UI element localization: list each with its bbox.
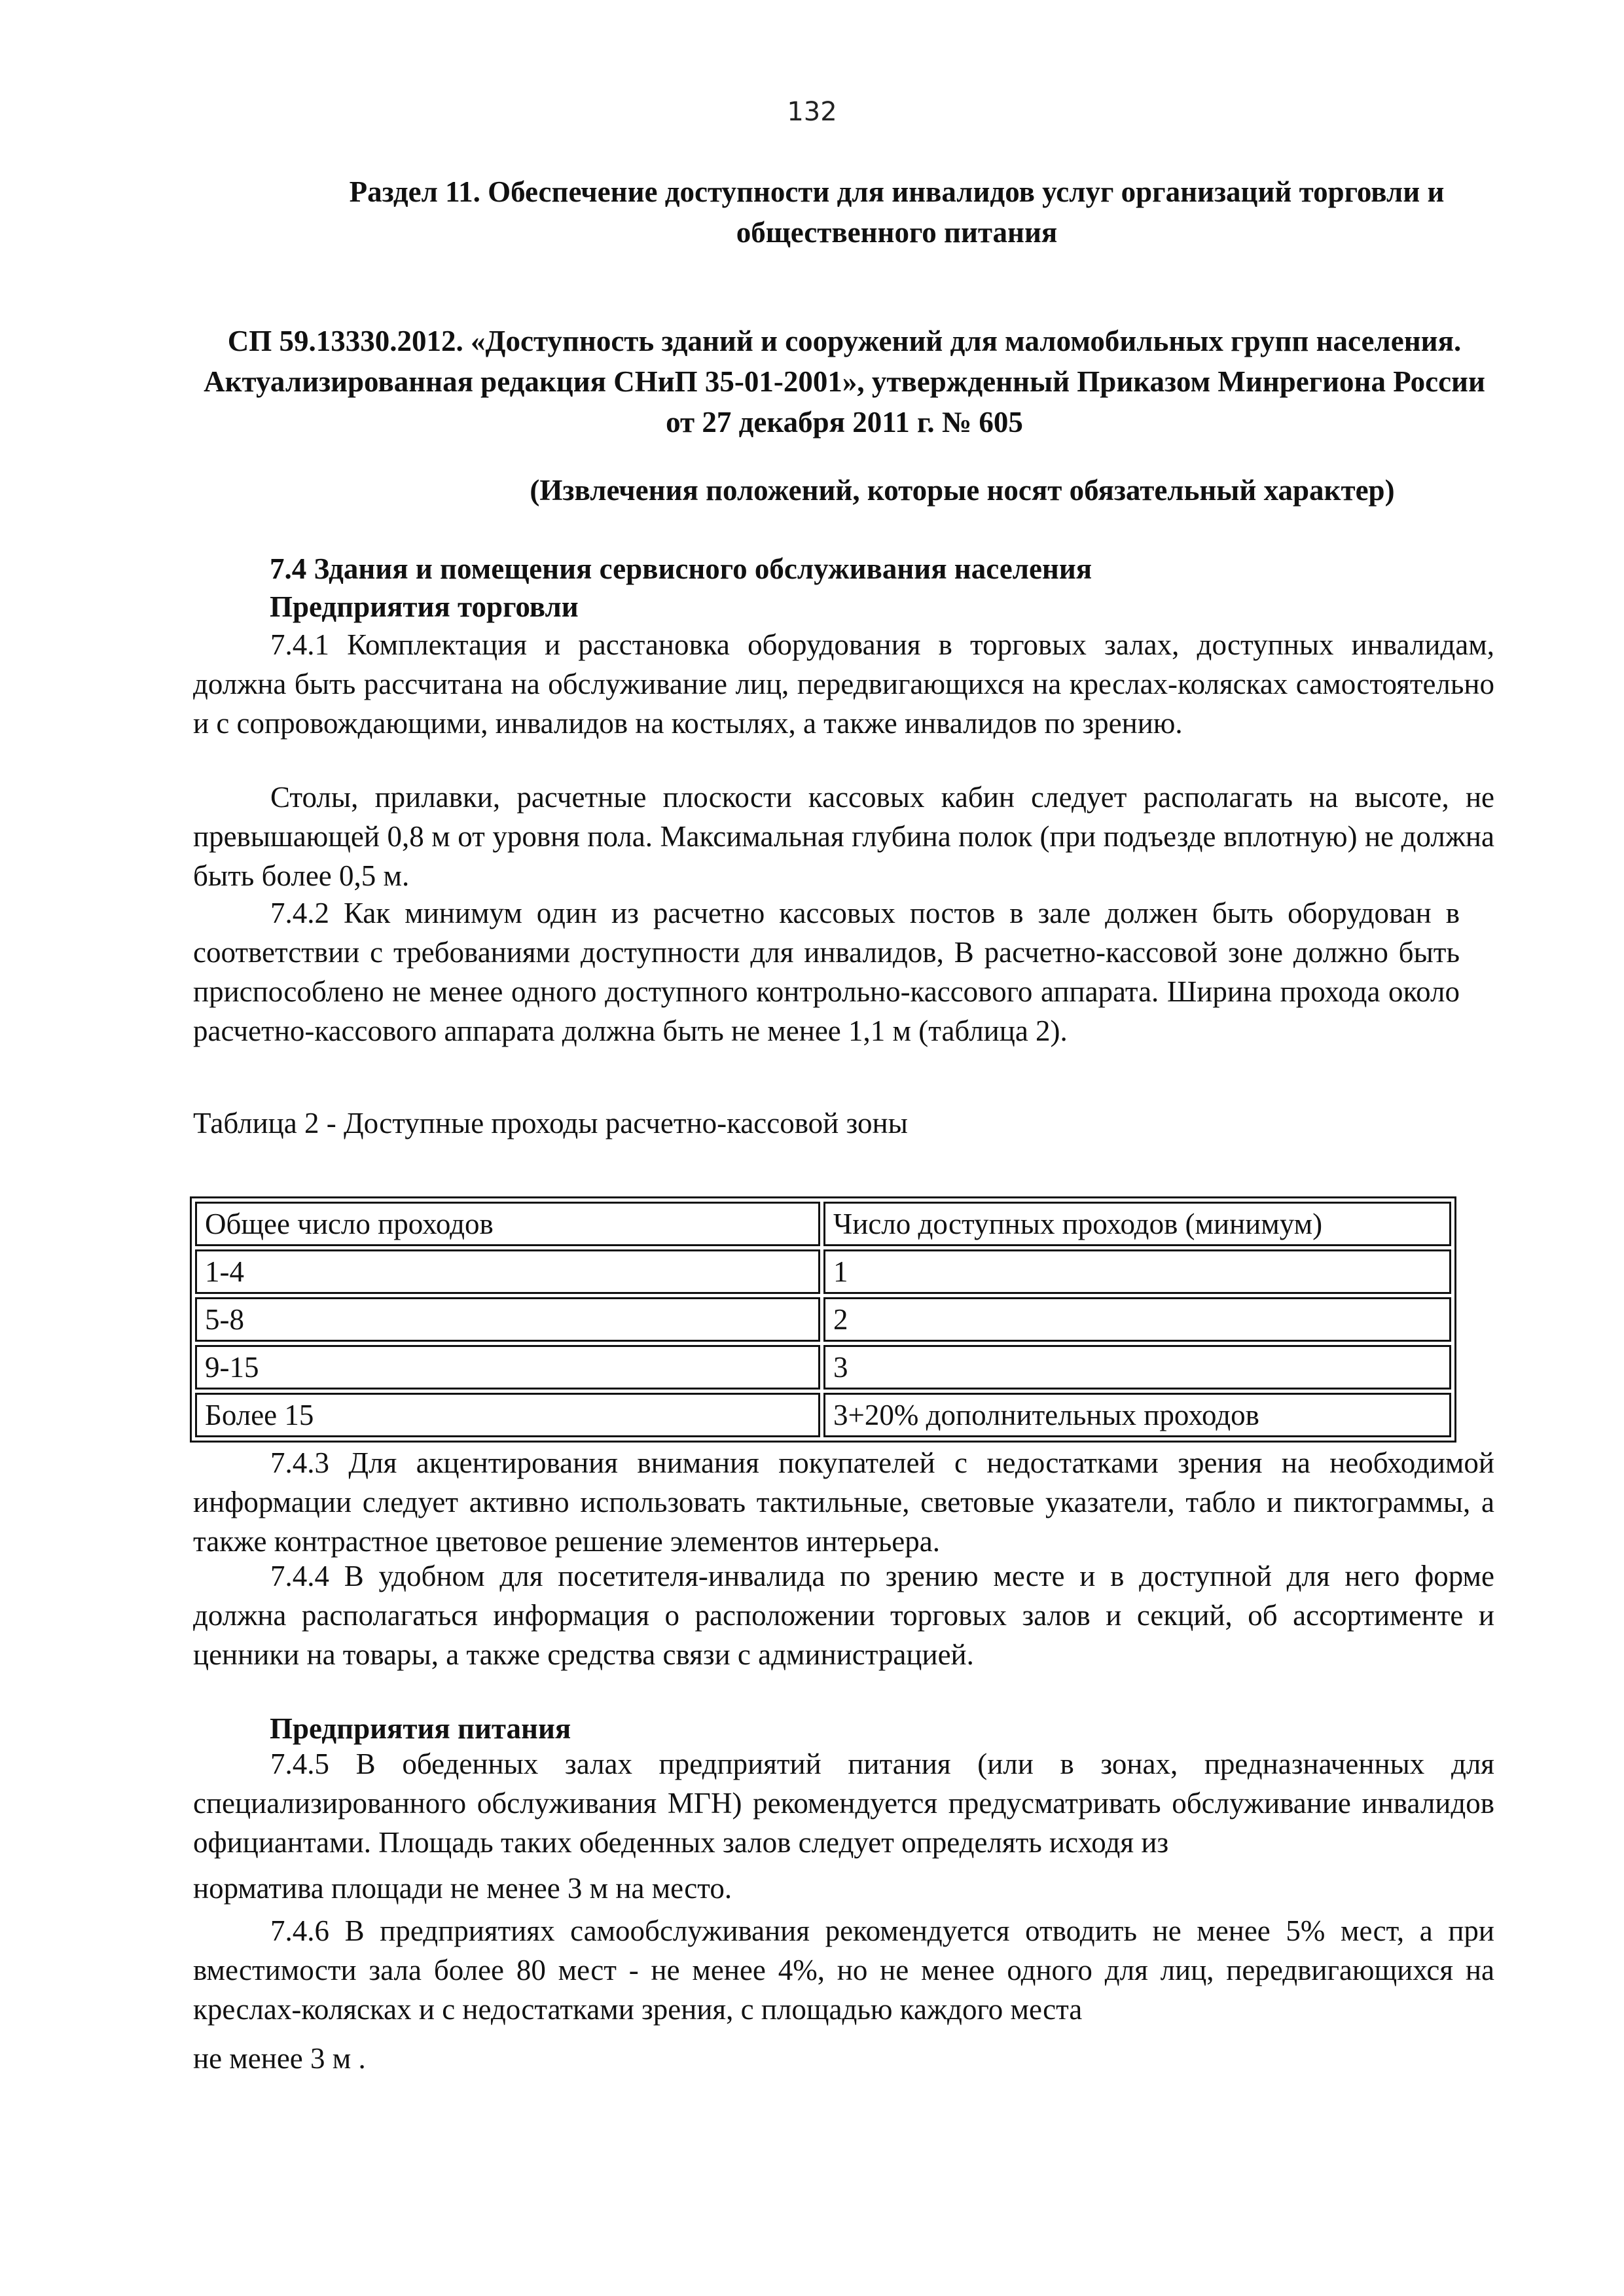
paragraph-7-4-2: 7.4.2 Как минимум один из расчетно кассовых постов в зале должен быть оборудован в соответствии с требованиями доступности для инвалидов, В расчетно-кассовой зоне должно быть приспособлено не менее одного доступного контрольно-кассового аппарата. Ширина прохода около расчетно-кассового аппарата должна быть не менее 1,1 м (таблица 2). (193, 897, 1460, 1047)
table-cell: 2 (823, 1297, 1451, 1342)
table-cell: 5-8 (195, 1297, 820, 1342)
table-row (195, 1345, 1451, 1390)
table-cell: 3 (823, 1345, 1451, 1390)
paragraph-7-4-3: 7.4.3 Для акцентирования внимания покупателей с недостатками зрения на необходимой информации следует активно использовать тактильные, световые указатели, табло и пиктограммы, а также контрастное цветовое решение элементов интерьера. (193, 1446, 1494, 1558)
table-header-cell: Число доступных проходов (минимум) (823, 1202, 1451, 1246)
table-row (195, 1393, 1451, 1437)
table-header-cell: Общее число проходов (195, 1202, 820, 1246)
table-row (195, 1297, 1451, 1342)
page-number: 132 (787, 97, 837, 127)
paragraph-7-4-5: 7.4.5 В обеденных залах предприятий питания (или в зонах, предназначенных для специализированного обслуживания МГН) рекомендуется предусматривать обслуживание инвалидов официантами. Площадь таких обеденных залов следует определять исходя из (193, 1748, 1494, 1859)
table-cell: 3+20% дополнительных проходов (823, 1393, 1451, 1437)
table-cell: 1-4 (195, 1249, 820, 1294)
table-header-row (195, 1202, 1451, 1246)
section-title: Раздел 11. Обеспечение доступности для инвалидов услуг организаций торговли и общественного питания (349, 175, 1445, 249)
food-heading: Предприятия питания (270, 1712, 571, 1745)
paragraph-7-4-4: 7.4.4 В удобном для посетителя-инвалида по зрению месте и в доступной для него форме должна располагаться информация о расположении торговых залов и секций, об ассортименте и ценники на товары, а также средства связи с администрацией. (193, 1560, 1494, 1671)
paragraph-7-4-6-end: не менее 3 м . (193, 2042, 366, 2075)
paragraph-7-4-6: 7.4.6 В предприятиях самообслуживания рекомендуется отводить не менее 5% мест, а при вместимости зала более 80 мест - не менее 4%, но не менее одного для лиц, передвигающихся на креслах-колясках и с недостатками зрения, с площадью каждого места (193, 1914, 1494, 2026)
paragraph-7-4-1: 7.4.1 Комплектация и расстановка оборудования в торговых залах, доступных инвалидам, должна быть рассчитана на обслуживание лиц, передвигающихся на креслах-колясках самостоятельно и с сопровождающими, инвалидов на костылях, а также инвалидов по зрению. (193, 628, 1494, 740)
sp-title: СП 59.13330.2012. «Доступность зданий и сооружений для маломобильных групп населения. Актуализированная редакция СНиП 35-01-2001», утвержденный Приказом Минрегиона России от 27 декабря 2011 г. № 605 (204, 325, 1485, 439)
trade-heading: Предприятия торговли (270, 590, 579, 623)
table-caption: Таблица 2 - Доступные проходы расчетно-кассовой зоны (193, 1107, 908, 1139)
table-cell: 9-15 (195, 1345, 820, 1390)
extract-note: (Извлечения положений, которые носят обязательный характер) (530, 474, 1395, 507)
paragraph-7-4-5-end: норматива площади не менее 3 м на место. (193, 1872, 732, 1905)
paragraph-tables-heights: Столы, прилавки, расчетные плоскости кассовых кабин следует располагать на высоте, не превышающей 0,8 м от уровня пола. Максимальная глубина полок (при подъезде вплотную) не должна быть более 0,5 м. (193, 781, 1494, 892)
passages-table (190, 1196, 1456, 1443)
subsection-title: 7.4 Здания и помещения сервисного обслуживания населения (270, 552, 1092, 585)
table-cell: 1 (823, 1249, 1451, 1294)
table-row (195, 1249, 1451, 1294)
table-cell: Более 15 (195, 1393, 820, 1437)
